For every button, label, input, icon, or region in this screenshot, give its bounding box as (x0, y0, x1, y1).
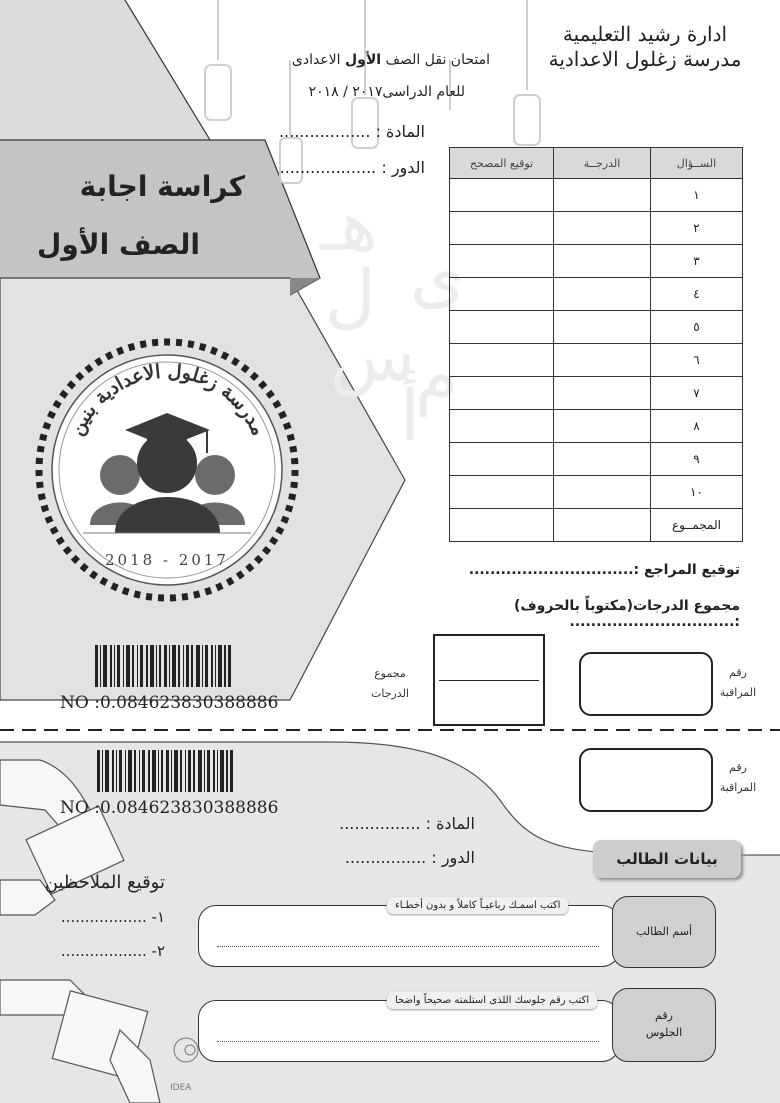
signature-cell[interactable] (450, 377, 554, 410)
grade-cell[interactable] (554, 344, 651, 377)
seal-school-name: مدرسة زغلول الاعدادية بنين (65, 360, 270, 439)
lower-subject: المادة : ................ (339, 814, 475, 833)
monitor-label-lower-line1: رقم (729, 761, 747, 774)
seal-graphic (35, 335, 300, 605)
header-question: الســؤال (651, 148, 743, 179)
monitor-label-upper (718, 663, 758, 703)
question-number: ١ (651, 179, 743, 212)
monitor-label-upper-line2: المراقبة (719, 686, 757, 699)
exam-title-prefix: امتحان نقل الصف (385, 52, 490, 68)
total-in-words: مجموع الدرجات(مكتوباً بالحروف) :............................... (514, 598, 740, 630)
grade-cell[interactable] (554, 377, 651, 410)
signature-cell[interactable] (450, 476, 554, 509)
total-grade-cell[interactable] (554, 509, 651, 542)
grade-cell[interactable] (554, 278, 651, 311)
totals-box-label: مجموع الدرجات (370, 667, 409, 700)
exam-title (230, 52, 490, 68)
monitor-label-lower (718, 758, 758, 798)
signature-cell[interactable] (450, 443, 554, 476)
svg-text:أ: أ (400, 375, 420, 457)
reviewer-signature: توقيع المراجع :............................... (468, 562, 740, 578)
table-row (450, 344, 743, 377)
question-number: ٧ (651, 377, 743, 410)
question-number: ٢ (651, 212, 743, 245)
student-data-tab (593, 840, 741, 878)
school-seal (35, 335, 300, 605)
monitor-number-box-lower[interactable] (579, 748, 713, 812)
booklet-title-line2: الصف الأول (37, 228, 200, 261)
exam-subject: المادة : .................. (278, 122, 425, 141)
header-signature: توقيع المصحح (450, 148, 554, 179)
exam-title-bold: الأول (345, 52, 382, 68)
svg-text:هـ: هـ (320, 185, 378, 267)
question-number: ٥ (651, 311, 743, 344)
admin-line: ادارة رشيد التعليمية (562, 22, 728, 46)
question-number: ٣ (651, 245, 743, 278)
table-row (450, 311, 743, 344)
table-row (450, 377, 743, 410)
barcode-top-bars (90, 643, 235, 688)
question-number: ٨ (651, 410, 743, 443)
student-data-tab-label: بيانات الطالب (616, 850, 718, 868)
table-row (450, 245, 743, 278)
seat-number-hint: اكتب رقم جلوسك اللذى استلمته صحيحاً واضحا (387, 992, 597, 1009)
student-name-hint: اكتب اسمـك رباعيـاً كاملاً و بدون أخطـاء (387, 897, 568, 914)
svg-text:ل: ل (325, 255, 376, 337)
exam-round: الدور : ................... (279, 158, 425, 177)
table-row-total (450, 509, 743, 542)
student-name-label: أسم الطالب (635, 925, 693, 938)
monitor-label-lower-line2: المراقبة (719, 781, 757, 794)
exam-year: للعام الدراسى٢٠١٧ / ٢٠١٨ (308, 84, 465, 100)
seat-number-label (613, 989, 715, 1041)
svg-text:س: س (330, 315, 416, 397)
observers-title: توقيع الملاحظين (44, 872, 165, 893)
total-signature-cell[interactable] (450, 509, 554, 542)
grade-cell[interactable] (554, 311, 651, 344)
monitor-number-box-upper[interactable] (579, 652, 713, 716)
grade-cell[interactable] (554, 179, 651, 212)
table-row (450, 278, 743, 311)
table-row (450, 179, 743, 212)
signature-cell[interactable] (450, 245, 554, 278)
grade-cell[interactable] (554, 410, 651, 443)
question-number: ١٠ (651, 476, 743, 509)
signature-cell[interactable] (450, 278, 554, 311)
question-number: ٤ (651, 278, 743, 311)
signature-cell[interactable] (450, 311, 554, 344)
school-header (545, 22, 745, 72)
barcode-bottom-bars (92, 748, 237, 793)
signature-cell[interactable] (450, 410, 554, 443)
table-row (450, 476, 743, 509)
exam-title-suffix: الاعدادى (291, 52, 341, 68)
total-label: المجمــوع (651, 509, 743, 542)
observer-1: ١- .................. (60, 908, 165, 926)
seal-years: 2018 - 2017 (105, 551, 229, 569)
svg-text:ى: ى (410, 235, 465, 317)
table-row (450, 212, 743, 245)
barcode-top (90, 643, 280, 688)
booklet-title-line1: كراسة اجابة (79, 170, 245, 203)
student-name-field[interactable] (198, 905, 620, 967)
grades-table-header (450, 148, 743, 179)
barcode-bottom-number: NO :0.084623830388886 (60, 798, 279, 818)
svg-text:م: م (415, 335, 459, 417)
table-row (450, 443, 743, 476)
question-number: ٦ (651, 344, 743, 377)
barcode-bottom (92, 748, 282, 793)
seat-number-label-line1: رقم (655, 1009, 673, 1022)
seat-number-field[interactable] (198, 1000, 620, 1062)
signature-cell[interactable] (450, 212, 554, 245)
grade-cell[interactable] (554, 212, 651, 245)
table-row (450, 410, 743, 443)
monitor-label-upper-line1: رقم (729, 666, 747, 679)
grade-cell[interactable] (554, 476, 651, 509)
student-name-label-box (612, 896, 716, 968)
observer-2: ٢- .................. (60, 942, 165, 960)
barcode-top-number: NO :0.084623830388886 (60, 693, 279, 713)
seat-number-label-line2: الجلوس (645, 1026, 683, 1039)
svg-text:IDEA: IDEA (170, 1083, 192, 1093)
grades-table (449, 147, 743, 542)
header-grade: الدرجــة (554, 148, 651, 179)
grade-cell[interactable] (554, 443, 651, 476)
school-line: مدرسة زغلول الاعدادية (548, 47, 742, 71)
seat-number-label-box (612, 988, 716, 1062)
signature-cell[interactable] (450, 344, 554, 377)
question-number: ٩ (651, 443, 743, 476)
totals-box[interactable] (433, 634, 545, 726)
lower-round: الدور : ................ (344, 848, 475, 867)
grade-cell[interactable] (554, 245, 651, 278)
signature-cell[interactable] (450, 179, 554, 212)
